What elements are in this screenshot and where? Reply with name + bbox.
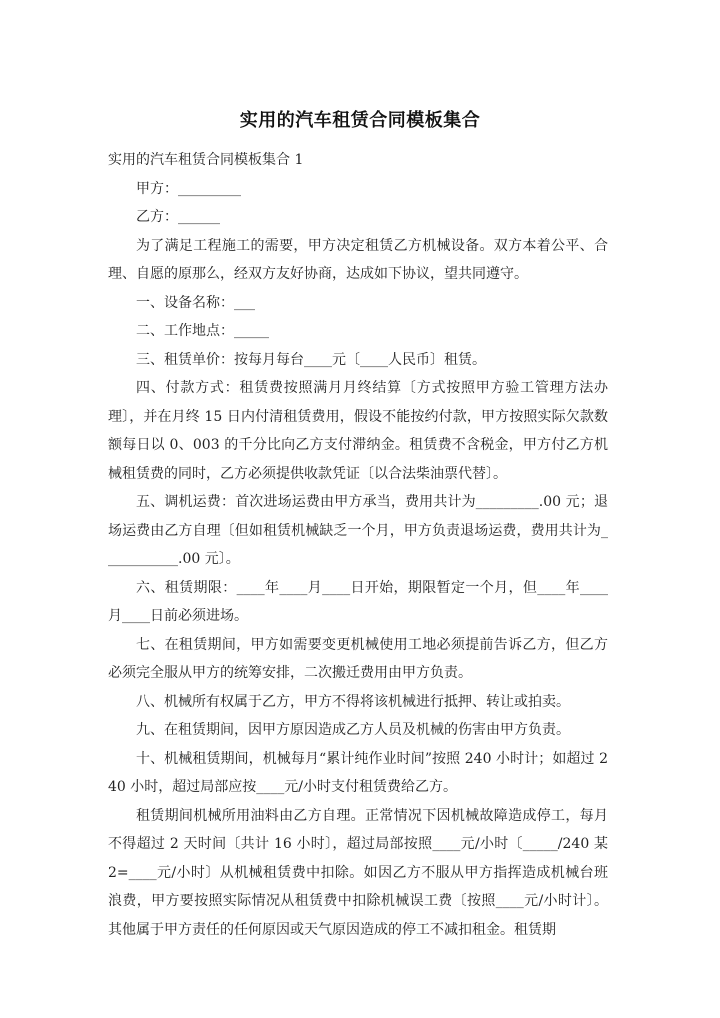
clause-equipment-name: 一、设备名称：___ <box>136 294 255 311</box>
party-a-line: 甲方：_________ <box>136 180 241 197</box>
clause-lease-term: 六、租赁期限：____年____月____日开始，期限暂定一个月，但____年____月____日前必须进场。 <box>108 579 608 624</box>
party-b-line: 乙方：______ <box>136 209 220 225</box>
intro-paragraph: 为了满足工程施工的需要，甲方决定租赁乙方机械设备。双方本着公平、合理、自愿的原那么，经双方友好协商，达成如下协议，望共同遵守。 <box>108 237 608 282</box>
clause-ownership: 八、机械所有权属于乙方，甲方不得将该机械进行抵押、转让或拍卖。 <box>136 693 570 710</box>
clause-work-location: 二、工作地点：_____ <box>136 323 269 339</box>
clause-site-change: 七、在租赁期间，甲方如需要变更机械使用工地必须提前告诉乙方，但乙方必须完全服从甲方的统筹安排，二次搬迁费用由甲方负责。 <box>108 636 608 681</box>
clause-liability: 九、在租赁期间，因甲方原因造成乙方人员及机械的伤害由甲方负责。 <box>136 722 570 738</box>
document-title: 实用的汽车租赁合同模板集合 <box>239 110 481 131</box>
clause-working-hours: 十、机械租赁期间，机械每月“累计纯作业时间”按照 240 小时计；如超过 240 小时，超过局部应按____元/小时支付租赁费给乙方。 <box>108 750 608 795</box>
section-heading: 实用的汽车租赁合同模板集合 1 <box>108 152 304 168</box>
clause-transport-fee: 五、调机运费：首次进场运费由甲方承当，费用共计为_________.00 元；退场运费由乙方自理〔但如租赁机械缺乏一个月，甲方负责退场运费，费用共计为___________.00 元〕。 <box>108 494 608 567</box>
clause-payment-method: 四、付款方式：租赁费按照满月月终结算〔方式按照甲方验工管理方法办理〕，并在月终 15 日内付清租赁费用，假设不能按约付款，甲方按照实际欠款数额每日以 0、003 的千分比向乙方支付滞纳金。租赁费不含税金，甲方付乙方机械租赁费的同时，乙方必须提供收款凭证〔以合法柴油票代替〕。 <box>108 380 608 482</box>
document-body <box>108 146 608 944</box>
clause-unit-price: 三、租赁单价：按每月每台____元〔____人民币〕租赁。 <box>136 351 486 368</box>
clause-fuel-downtime: 租赁期间机械所用油料由乙方自理。正常情况下因机械故障造成停工，每月不得超过 2 天时间〔共计 16 小时〕，超过局部按照____元/小时〔_____/240 某 2=____元/小时〕从机械租赁费中扣除。如因乙方不服从甲方指挥造成机械台班浪费，甲方要按照实际情况从租赁费中扣除机械误工费〔按照____元/小时计〕。其他属于甲方责任的任何原因或天气原因造成的停工不减扣租金。租赁期 <box>108 807 608 938</box>
